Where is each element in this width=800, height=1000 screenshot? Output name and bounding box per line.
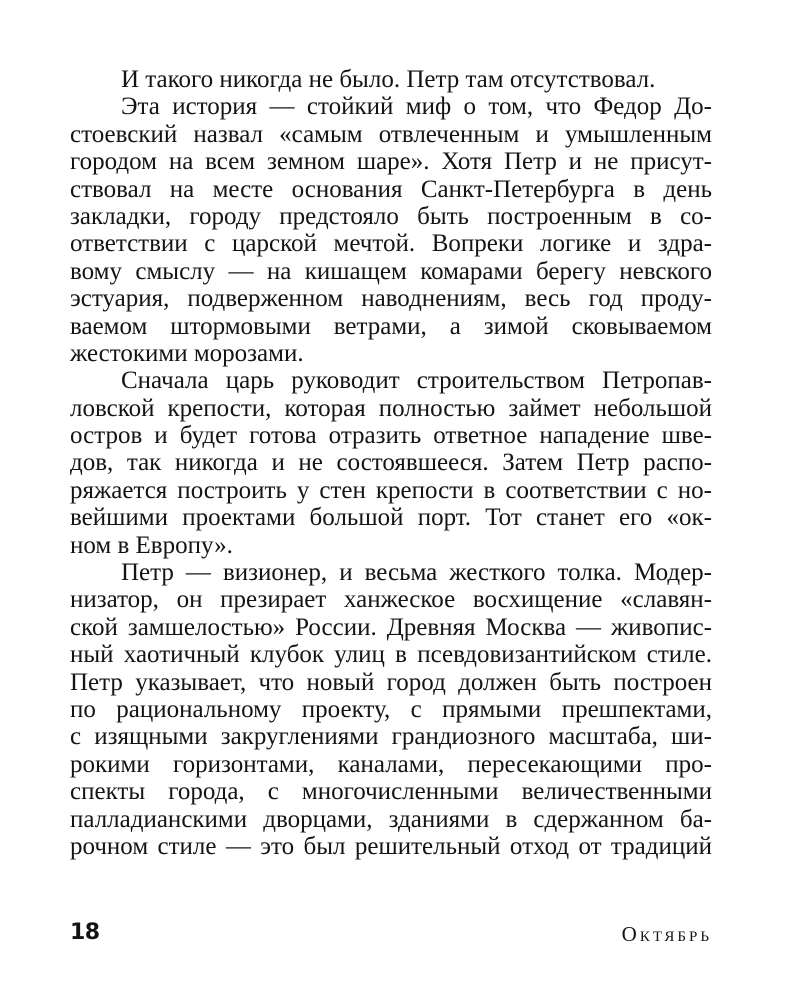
text-line: городом на всем земном шаре». Хотя Петр и не присут- [70,148,712,176]
text-line: Петр указывает, что новый город должен быть построен [70,668,712,696]
text-line: палладианскими дворцами, зданиями в сдержанном ба- [70,805,712,833]
text-line: И такого никогда не было. Петр там отсутствовал. [121,66,656,93]
text-line: ряжается построить у стен крепости в соответствии с но- [70,476,712,504]
text-line: жестокими морозами. [70,339,304,367]
text-line: с изящными закруглениями грандиозного масштаба, ши- [70,723,712,751]
text-line: Петр — визионер, и весьма жесткого толка. Модер- [121,559,712,587]
text-line: вейшими проектами большой порт. Тот станет его «ок- [70,504,712,532]
text-line: ответствии с царской мечтой. Вопреки логике и здра- [70,230,712,258]
text-line: Эта история — стойкий миф о том, что Федор До- [121,93,712,121]
text-line: ствовал на месте основания Санкт-Петербурга в день [70,175,712,203]
text-line: рочном стиле — это был решительный отход от традиций [70,832,712,860]
text-line: ваемом штормовыми ветрами, а зимой сковываемом [70,312,712,340]
page-footer [70,916,712,952]
text-line: ской замшелостью» России. Древняя Москва — живопис- [70,613,712,641]
text-line: остров и будет готова отразить ответное нападение шве- [70,422,712,450]
text-line: ном в Европу». [70,531,233,559]
running-head: Октябрь [621,922,712,946]
text-line: ловской крепости, которая полностью займет небольшой [70,394,712,422]
text-line: закладки, городу предстояло быть построенным в со- [70,202,712,230]
text-line: стоевский назвал «самым отвлеченным и умышленным [70,120,712,148]
text-line: по рациональному проекту, с прямыми прешпектами, [70,695,712,723]
text-line: эстуария, подверженном наводнениям, весь год проду- [70,285,712,313]
text-line: низатор, он презирает ханжеское восхищение «славян- [70,586,712,614]
text-line: вому смыслу — на кишащем комарами берегу невского [70,257,712,285]
text-line: спекты города, с многочисленными величественными [70,778,712,806]
text-line: рокими горизонтами, каналами, пересекающими про- [70,750,712,778]
text-line: дов, так никогда и не состоявшееся. Затем Петр распо- [70,449,712,477]
text-line: ный хаотичный клубок улиц в псевдовизантийском стиле. [70,641,712,669]
text-line: Сначала царь руководит строительством Петропав- [121,367,712,395]
page-number: 18 [70,920,100,945]
body-text [70,66,712,860]
